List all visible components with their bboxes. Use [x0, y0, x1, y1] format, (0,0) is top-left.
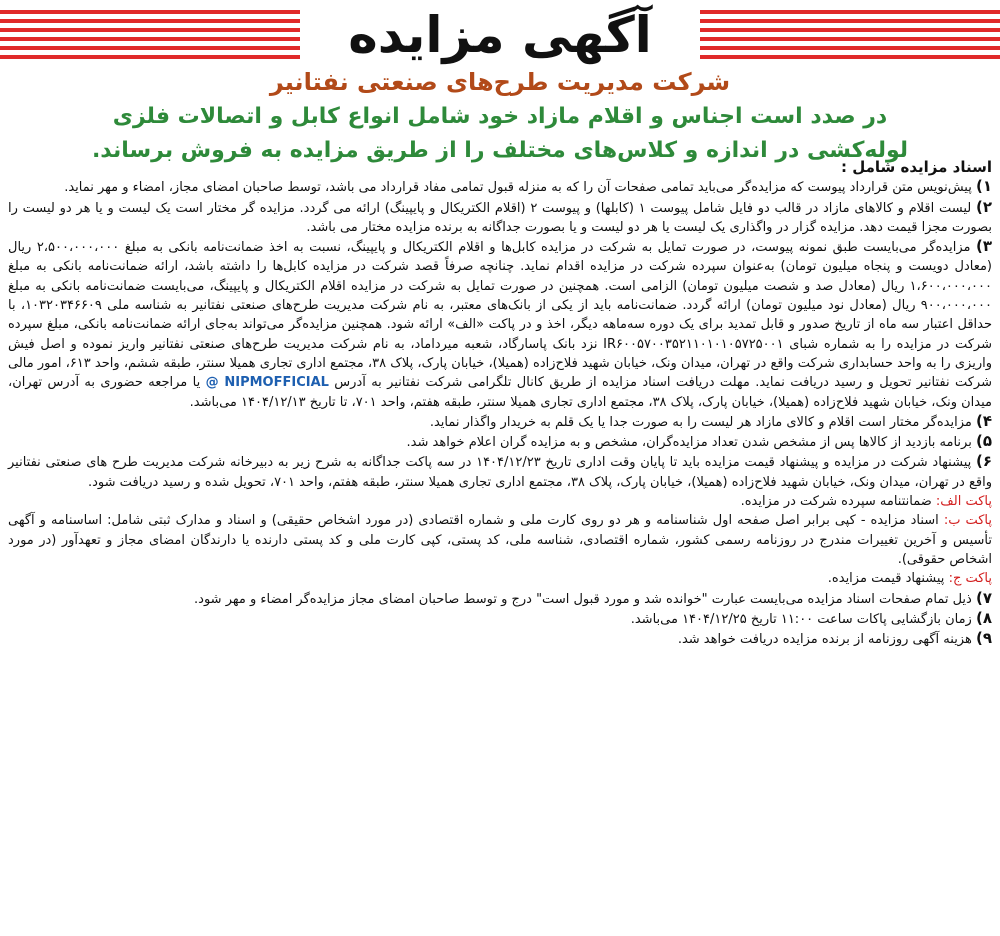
item-6	[8, 452, 992, 492]
packet-text: پیشنهاد قیمت مزایده.	[827, 571, 945, 587]
packet-a	[8, 492, 992, 511]
item-number: ۶)	[975, 452, 992, 471]
item-number: ۳)	[976, 237, 993, 256]
item-3	[8, 237, 992, 412]
packet-text: ضمانتنامه سپرده شرکت در مزایده.	[740, 494, 932, 510]
item-number: ۷)	[975, 588, 992, 607]
item-text-continued: یا مراجعه حضوری به آدرس تهران، میدان ونک، خیابان شهید فلاح‌زاده (همیلا)، خیابان پارک، پلاک ۳۸، مجتمع اداری تجاری همیلا سنتر، طبقه هفتم، واحد ۷۰۱، تا تاریخ ۱۴۰۴/۱۲/۱۳ می‌باشد.	[8, 375, 992, 410]
packet-text: اسناد مزایده - کپی برابر اصل صفحه اول شناسنامه و هر دو روی کارت ملی و شماره اقتصادی (در مورد اشخاص حقیقی) و اسناد و مدارک ثبتی شامل: اساسنامه و آگهی تأسیس و آخرین تغییرات مندرج در روزنامه رسمی کشور، شماره اقتصادی، شناسه ملی، کد پستی، کپی کارت ملی و کد پستی دارنده یا دارندگان امضای مجاز و تعهدآور (در مورد اشخاص حقوقی).	[8, 513, 992, 567]
packet-label: پاکت ج:	[948, 571, 992, 587]
packet-b	[8, 511, 992, 569]
item-number: ۲)	[975, 197, 992, 216]
item-number: ۵)	[975, 432, 992, 451]
docs-heading: اسناد مزایده شامل :	[841, 158, 992, 176]
item-text: مزایده‌گر می‌بایست طبق نمونه پیوست، در صورت تمایل به شرکت در مزایده کابل‌ها و اقلام الکتریکال و پایپینگ، نسبت به اخذ ضمانت‌نامه بانکی به مبلغ ۲،۵۰۰،۰۰۰،۰۰۰ ریال (معادل دویست و پنجاه میلیون تومان) به‌عنوان سپرده شرکت در مزایده اقدام نماید. چنانچه صرفاً قصد شرکت در مزایده کابل‌ها را داشته باشد، ارائه ضمانت‌نامه بانکی به مبلغ ۱،۶۰۰،۰۰۰،۰۰۰ ریال (معادل صد و شصت میلیون تومان) الزامی است. همچنین در صورت تمایل به شرکت در مزایده اقلام الکتریکال و پایپینگ، می‌بایست ضمانت‌نامه بانکی به مبلغ ۹۰۰،۰۰۰،۰۰۰ ریال (معادل نود میلیون تومان) ارائه گردد. ضمانت‌نامه باید از یکی از بانک‌های معتبر، به نام شرکت مدیریت طرح‌های صنعتی نفتانیر به شناسه ملی ۱۰۳۲۰۳۴۶۶۰۹، با حداقل اعتبار سه ماه از تاریخ صدور و قابل تمدید برای یک دوره سه‌ماهه دیگر، اخذ و در پاکت «الف» ارائه شود. همچنین مزایده‌گر می‌تواند به‌جای ارائه ضمانت‌نامه بانکی، مبلغ سپرده شرکت در مزایده را به شماره شبای IR۶۰۰۵۷۰۰۳۵۲۱۱۰۱۰۱۰۵۷۲۵۰۰۱ نزد بانک پاسارگاد، شعبه میرداماد، به نام شرکت مدیریت طرح‌های صنعتی نفتانیر واریز نموده و اصل فیش واریزی را به واحد حسابداری شرکت واقع در تهران، میدان ونک، خیابان شهید فلاح‌زاده (همیلا)، خیابان پارک، پلاک ۳۸، مجتمع اداری تجاری همیلا سنتر، طبقه ششم، واحد ۶۱۳، امور مالی شرکت نفتانیر تحویل و رسید دریافت نماید. مهلت دریافت اسناد مزایده از طریق کانال تلگرامی شرکت نفتانیر به آدرس	[8, 240, 992, 391]
item-text: پیش‌نویس متن قرارداد پیوست که مزایده‌گر می‌باید تمامی صفحات آن را که به منزله قبول تمامی مفاد قرارداد می باشد، توسط صاحبان امضای مجاز، امضاء و مهر نماید.	[64, 180, 972, 196]
item-2	[8, 198, 992, 238]
item-text: مزایده‌گر مختار است اقلام و کالای مازاد هر لیست را به صورت جدا یا یک قلم به خریدار واگذار نماید.	[429, 414, 972, 430]
item-text: لیست اقلام و کالاهای مازاد در قالب دو فایل شامل پیوست ۱ (کابلها) و پیوست ۲ (اقلام الکتریکال و پایپینگ) ارائه می گردد. مزایده گر مختار است یک لیست و یا هر دو لیست را بصورت مجزا قیمت دهد. مزایده گزار در واگذاری یک لیست یا هر دو لیست و یا بصورت جداگانه به برنده مزایده مختار می باشد.	[8, 200, 992, 235]
item-number: ۴)	[975, 411, 992, 430]
decorative-stripes-left	[0, 10, 300, 68]
packet-label: پاکت ب:	[943, 513, 992, 529]
item-number: ۹)	[975, 629, 992, 648]
notice-body	[8, 158, 992, 649]
item-4	[8, 412, 992, 432]
decorative-stripes-right	[700, 10, 1000, 68]
packet-label: پاکت الف:	[935, 494, 992, 510]
notice-description: در صدد است اجناس و اقلام مازاد خود شامل انواع کابل و اتصالات فلزی لوله‌کشی در اندازه و کلاس‌های مختلف را از طریق مزایده به فروش برساند.	[91, 104, 909, 163]
item-text: ذیل تمام صفحات اسناد مزایده می‌بایست عبارت "خوانده شد و مورد قبول است" درج و توسط صاحبان امضای مجاز مزایده‌گر امضاء و مهر شود.	[194, 591, 972, 607]
item-1	[8, 177, 992, 197]
item-number: ۸)	[975, 608, 992, 627]
item-number: ۱)	[975, 177, 992, 196]
item-9	[8, 629, 992, 649]
item-7	[8, 589, 992, 609]
item-8	[8, 609, 992, 629]
item-text: هزینه آگهی روزنامه از برنده مزایده دریافت خواهد شد.	[677, 632, 972, 648]
packet-c	[8, 569, 992, 588]
company-name: شرکت مدیریت طرح‌های صنعتی نفتانیر	[269, 68, 731, 96]
item-text: زمان بازگشایی پاکات ساعت ۱۱:۰۰ تاریخ ۱۴۰۴/۱۲/۲۵ می‌باشد.	[630, 611, 972, 627]
item-5	[8, 432, 992, 452]
item-text: برنامه بازدید از کالاها پس از مشخص شدن تعداد مزایده‌گران، مشخص و به مزایده گران اعلام خواهد شد.	[406, 435, 972, 451]
telegram-handle: NIPMOFFICIAL @	[205, 375, 329, 391]
item-text: پیشنهاد شرکت در مزایده و پیشنهاد قیمت مزایده باید تا پایان وقت اداری تاریخ ۱۴۰۴/۱۲/۲۳ در سه پاکت جداگانه به شرح زیر به دبیرخانه شرکت مدیریت طرح های صنعتی نفتانیر واقع در تهران، میدان ونک، خیابان شهید فلاح‌زاده (همیلا)، خیابان پارک، پلاک ۳۸، مجتمع اداری تجاری همیلا سنتر، طبقه هفتم، واحد ۷۰۱، تحویل شده و رسید دریافت شود.	[8, 455, 992, 490]
notice-title: آگهی مزایده	[348, 6, 652, 64]
